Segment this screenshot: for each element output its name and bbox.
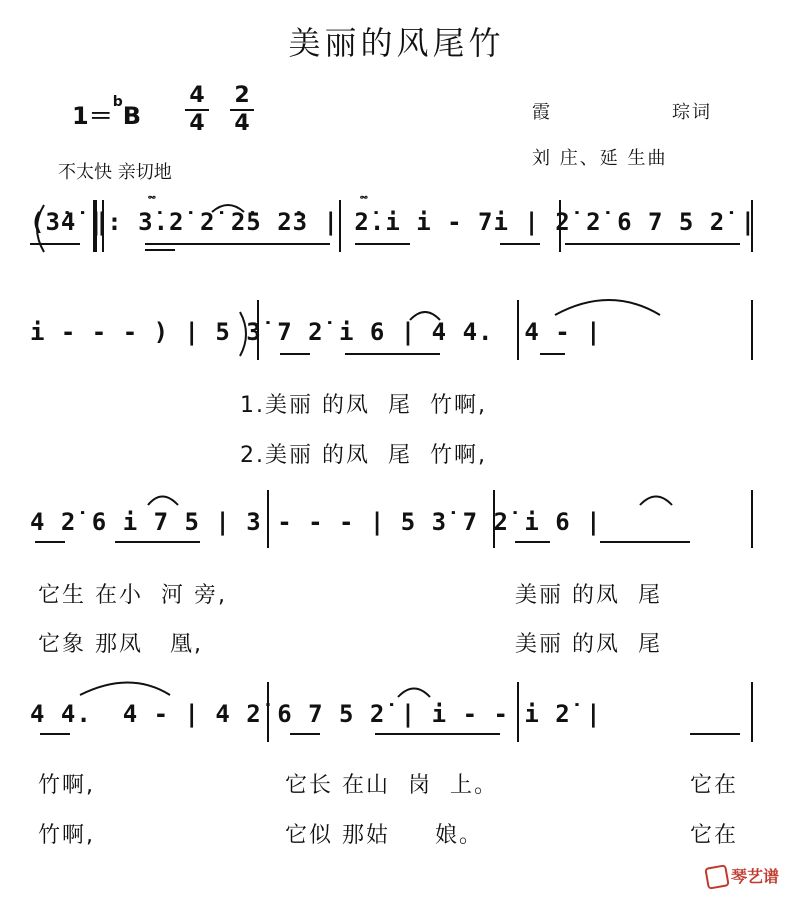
watermark-logo-icon — [704, 864, 729, 889]
watermark — [706, 864, 779, 889]
lyric-line: 它象 那凤 凰, — [38, 632, 203, 657]
key-prefix: 1＝ — [72, 102, 113, 130]
lyric-line: 美丽 的凤 尾 — [515, 632, 662, 657]
slur-arc — [398, 689, 430, 698]
score-line-4: 4 4. 4 - | 4 2̇ 6 7 5 2̇ | i - - i 2̇ | — [30, 700, 602, 728]
lyricist-credit-a: 霞 — [532, 102, 552, 123]
lyric-line: 它在 — [690, 773, 739, 798]
time-signature-bottom: 4 — [189, 111, 205, 136]
lyric-line: 竹啊, — [38, 773, 95, 798]
lyric-line: 美丽 的凤 尾 — [515, 583, 662, 608]
tempo-marking: 不太快 亲切地 — [58, 162, 172, 183]
svg-text:𝆗: 𝆗 — [360, 188, 368, 204]
lyric-line: 它长 在山 岗 上。 — [285, 773, 498, 798]
key-note: B — [122, 102, 142, 130]
score-line-1: (3̇4̇ ‖: 3̇.2̇ 2̇ 2̇5 2̇3 | 2̇.i i - 7i | 2̇ 2̇ 6 7 5 2̇ | — [30, 208, 757, 236]
svg-text:𝆗: 𝆗 — [148, 188, 156, 204]
lyric-line: 1.美丽 的凤 尾 竹啊, — [240, 393, 487, 418]
tie-arc — [80, 683, 170, 696]
time-signature-bottom: 4 — [234, 111, 250, 136]
flat-sign: b — [112, 94, 123, 110]
composer-credit: 刘 庄、延 生曲 — [532, 148, 668, 169]
time-signature-top: 2 — [234, 83, 250, 108]
slur-arc — [640, 497, 672, 506]
tie-arc — [555, 300, 660, 315]
lyric-line: 2.美丽 的凤 尾 竹啊, — [240, 443, 487, 468]
lyricist-credit-b: 琮词 — [672, 102, 712, 123]
time-signature-top: 4 — [189, 83, 205, 108]
slur-arc — [148, 497, 178, 506]
song-title: 美丽的风尾竹 — [288, 24, 505, 62]
lyric-line: 它在 — [690, 823, 739, 848]
lyric-line: 它似 那姑 娘。 — [285, 823, 483, 848]
score-line-2: i - - - ) | 5 3̇ 7 2̇ i 6 | 4 4. 4 - | — [30, 318, 602, 346]
lyric-line: 竹啊, — [38, 823, 95, 848]
score-line-3: 4 2̇ 6 i 7 5 | 3 - - - | 5 3̇ 7 2̇ i 6 | — [30, 508, 602, 536]
watermark-text: 琴艺谱 — [730, 866, 779, 886]
lyric-line: 它生 在小 河 旁, — [38, 583, 227, 608]
